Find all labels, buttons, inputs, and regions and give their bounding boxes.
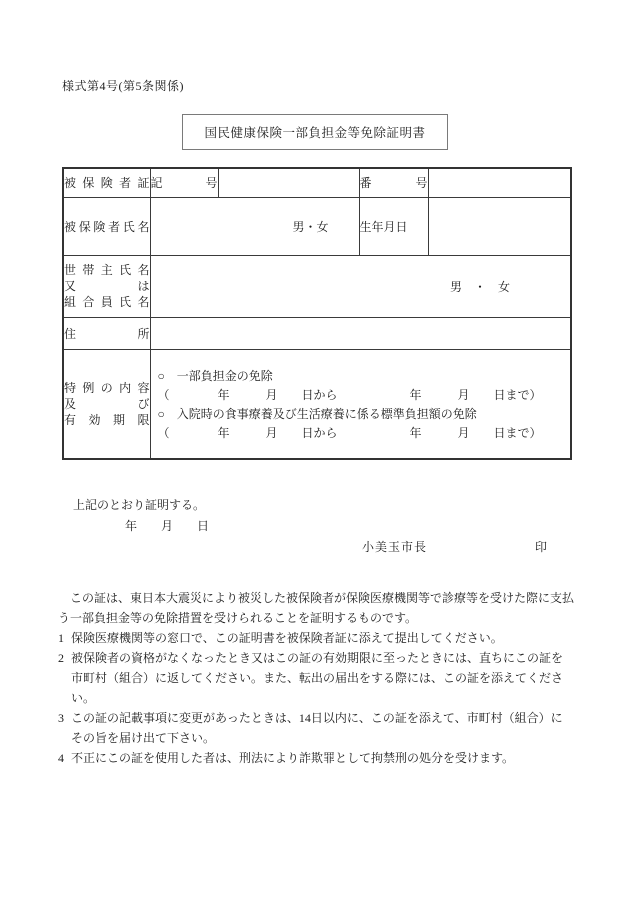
- exemption-content-cell: [150, 349, 571, 459]
- note-number: 1: [58, 631, 64, 645]
- address-value-cell: [150, 317, 571, 349]
- symbol-value-cell: [218, 168, 359, 197]
- mayor-name: 小美玉市長: [362, 540, 428, 554]
- certify-date-line: 年 月 日: [125, 519, 210, 533]
- note-text: 不正にこの証を使用した者は、刑法により詐欺罪として拘禁刑の処分を受けます。: [71, 751, 515, 765]
- insured-name-label: 被保険者氏名: [63, 197, 150, 255]
- note-item-4: [58, 748, 574, 768]
- note-text: 被保険者の資格がなくなったとき又はこの証の有効期限に至ったときには、直ちにこの証を市町村（組合）に返してください。また、転出の届出をする際には、この証を添えてください。: [71, 651, 564, 705]
- note-text: 保険医療機関等の窓口で、この証明書を被保険者証に添えて提出してください。: [71, 631, 503, 645]
- note-number: 2: [58, 651, 64, 665]
- note-item-3: [58, 708, 574, 748]
- note-number: 3: [58, 711, 64, 725]
- note-item-2: [58, 648, 574, 708]
- notes-section: [58, 588, 574, 768]
- table-row-address: [63, 317, 571, 349]
- address-label: 住所: [63, 317, 150, 349]
- exemption-period-2: （ 年 月 日から 年 月 日まで）: [157, 425, 542, 440]
- seal-mark: 印: [535, 540, 548, 554]
- certificate-table: [62, 167, 572, 460]
- number-label: 番号: [359, 168, 428, 197]
- table-row-insured-name: [63, 197, 571, 255]
- sex-selector-householder: 男 ・ 女: [449, 279, 510, 294]
- note-text: この証の記載事項に変更があったときは、14日以内に、この証を添えて、市町村（組合）にその旨を届け出て下さい。: [71, 711, 563, 745]
- table-row-exemption: [63, 349, 571, 459]
- number-value-cell: [428, 168, 571, 197]
- householder-name-value-cell: [150, 255, 571, 317]
- insured-card-label: 被保険者証: [63, 168, 150, 197]
- note-number: 4: [58, 751, 64, 765]
- table-row-householder-name: [63, 255, 571, 317]
- exemption-label: 特例の内容 及び 有効期限: [63, 349, 150, 459]
- birthdate-label: 生年月日: [359, 197, 428, 255]
- insured-name-value-cell: [150, 197, 359, 255]
- table-row-insured-card: [63, 168, 571, 197]
- note-item-1: [58, 628, 574, 648]
- birthdate-value-cell: [428, 197, 571, 255]
- exemption-period-1: （ 年 月 日から 年 月 日まで）: [157, 387, 542, 402]
- householder-name-label: 世帯主氏名 又は 組合員氏名: [63, 255, 150, 317]
- notes-intro: この証は、東日本大震災により被災した被保険者が保険医療機関等で診療等を受けた際に支払う一部負担金等の免除措置を受けられることを証明するものです。: [58, 591, 575, 625]
- page-title: 国民健康保険一部負担金等免除証明書: [204, 126, 426, 140]
- exemption-option-1: ○ 一部負担金の免除: [157, 368, 273, 383]
- title-box: [182, 114, 448, 150]
- symbol-label: 記号: [150, 168, 218, 197]
- sex-selector: 男・女: [292, 219, 329, 234]
- exemption-option-2: ○ 入院時の食事療養及び生活療養に係る標準負担額の免除: [157, 406, 477, 421]
- form-number: 様式第4号(第5条関係): [62, 79, 184, 93]
- certify-statement: 上記のとおり証明する。: [73, 498, 206, 512]
